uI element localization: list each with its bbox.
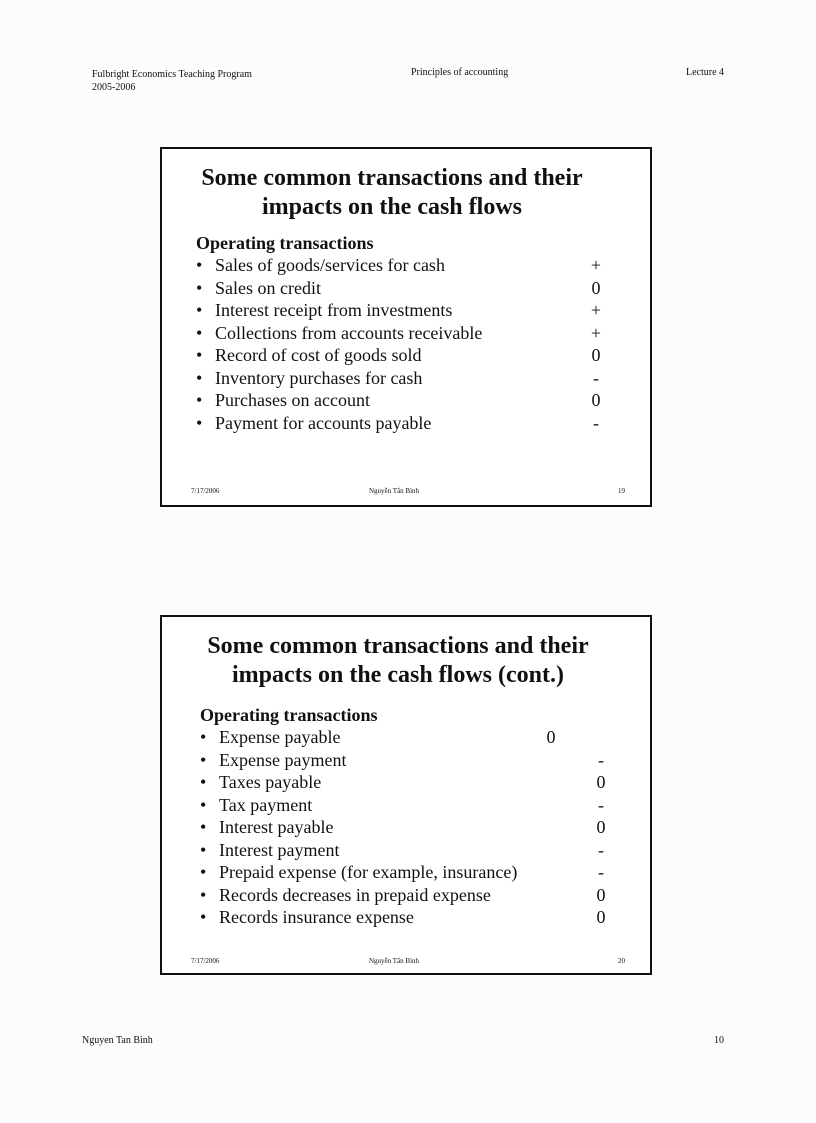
transaction-label: Expense payment bbox=[219, 749, 347, 770]
transaction-label: Prepaid expense (for example, insurance) bbox=[219, 862, 518, 882]
page-footer-author: Nguyen Tan Binh bbox=[82, 1035, 153, 1046]
list-item bbox=[200, 884, 610, 907]
transaction-list bbox=[200, 726, 610, 929]
cash-impact: - bbox=[598, 749, 604, 770]
section-heading: Operating transactions bbox=[196, 233, 374, 253]
cash-impact: 0 bbox=[596, 884, 606, 905]
list-item bbox=[200, 749, 610, 772]
list-item bbox=[200, 794, 610, 817]
slide-number: 19 bbox=[618, 487, 625, 495]
cash-impact: 0 bbox=[591, 345, 601, 365]
page-header-program bbox=[92, 68, 252, 94]
cash-impact: 0 bbox=[546, 727, 556, 747]
bullet-icon: • bbox=[196, 277, 203, 298]
bullet-icon: • bbox=[196, 322, 203, 343]
bullet-icon: • bbox=[200, 727, 207, 747]
transaction-label: Payment for accounts payable bbox=[215, 412, 432, 433]
program-years: 2005-2006 bbox=[92, 82, 136, 93]
bullet-icon: • bbox=[200, 884, 207, 905]
page-header-course: Principles of accounting bbox=[411, 67, 509, 78]
slide-title-line2: impacts on the cash flows (cont.) bbox=[232, 662, 564, 688]
list-item bbox=[200, 839, 610, 862]
program-name: Fulbright Economics Teaching Program bbox=[92, 69, 252, 80]
bullet-icon: • bbox=[200, 862, 207, 882]
cash-impact: - bbox=[598, 839, 604, 860]
bullet-icon: • bbox=[200, 839, 207, 860]
transaction-label: Record of cost of goods sold bbox=[215, 345, 422, 365]
slide-number: 20 bbox=[618, 957, 625, 965]
list-item bbox=[196, 389, 616, 412]
cash-impact: 0 bbox=[596, 907, 606, 927]
transaction-label: Inventory purchases for cash bbox=[215, 367, 423, 388]
list-item bbox=[196, 367, 616, 390]
slide-19 bbox=[160, 147, 652, 507]
section-heading: Operating transactions bbox=[200, 705, 378, 725]
transaction-label: Collections from accounts receivable bbox=[215, 322, 483, 343]
page-number: 10 bbox=[714, 1035, 724, 1046]
list-item bbox=[200, 861, 610, 884]
slide-title-line2: impacts on the cash flows bbox=[261, 194, 522, 220]
list-item bbox=[196, 277, 616, 300]
cash-impact: + bbox=[590, 300, 602, 320]
list-item bbox=[200, 771, 610, 794]
transaction-label: Tax payment bbox=[219, 794, 313, 815]
cash-impact: - bbox=[593, 412, 599, 433]
list-item bbox=[196, 299, 616, 322]
slide-title bbox=[148, 164, 636, 222]
list-item bbox=[196, 322, 616, 345]
bullet-icon: • bbox=[196, 300, 203, 320]
bullet-icon: • bbox=[200, 772, 207, 792]
transaction-label: Expense payable bbox=[219, 727, 341, 747]
list-item bbox=[196, 412, 616, 435]
list-item bbox=[200, 726, 610, 749]
transaction-label: Sales of goods/services for cash bbox=[215, 255, 445, 275]
cash-impact: - bbox=[598, 862, 604, 882]
bullet-icon: • bbox=[196, 255, 203, 275]
list-item bbox=[196, 254, 616, 277]
list-item bbox=[196, 344, 616, 367]
page-header-lecture: Lecture 4 bbox=[686, 67, 725, 78]
cash-impact: - bbox=[598, 794, 604, 815]
bullet-icon: • bbox=[200, 749, 207, 770]
transaction-label: Interest payment bbox=[219, 839, 340, 860]
bullet-icon: • bbox=[196, 412, 203, 433]
bullet-icon: • bbox=[196, 367, 203, 388]
slide-author: Nguyễn Tấn Bình bbox=[369, 957, 420, 965]
cash-impact: + bbox=[590, 322, 602, 343]
transaction-label: Records decreases in prepaid expense bbox=[219, 884, 491, 905]
bullet-icon: • bbox=[196, 390, 203, 410]
cash-impact: - bbox=[593, 367, 599, 388]
slide-20 bbox=[160, 615, 652, 975]
transaction-label: Interest payable bbox=[219, 817, 334, 837]
slide-date: 7/17/2006 bbox=[191, 957, 220, 965]
transaction-label: Purchases on account bbox=[215, 390, 370, 410]
cash-impact: 0 bbox=[596, 772, 606, 792]
bullet-icon: • bbox=[196, 345, 203, 365]
cash-impact: + bbox=[590, 255, 602, 275]
transaction-list bbox=[196, 254, 616, 434]
cash-impact: 0 bbox=[591, 390, 601, 410]
bullet-icon: • bbox=[200, 907, 207, 927]
transaction-label: Interest receipt from investments bbox=[215, 300, 453, 320]
bullet-icon: • bbox=[200, 817, 207, 837]
transaction-label: Taxes payable bbox=[219, 772, 322, 792]
cash-impact: 0 bbox=[596, 817, 606, 837]
slide-title bbox=[154, 632, 642, 690]
transaction-label: Sales on credit bbox=[215, 277, 321, 298]
slide-title-line1: Some common transactions and their bbox=[207, 633, 589, 659]
slide-date: 7/17/2006 bbox=[191, 487, 220, 495]
list-item bbox=[200, 816, 610, 839]
bullet-icon: • bbox=[200, 794, 207, 815]
slide-title-line1: Some common transactions and their bbox=[201, 165, 583, 191]
transaction-label: Records insurance expense bbox=[219, 907, 414, 927]
list-item bbox=[200, 906, 610, 929]
cash-impact: 0 bbox=[591, 277, 601, 298]
slide-author: Nguyễn Tấn Bình bbox=[369, 487, 420, 495]
